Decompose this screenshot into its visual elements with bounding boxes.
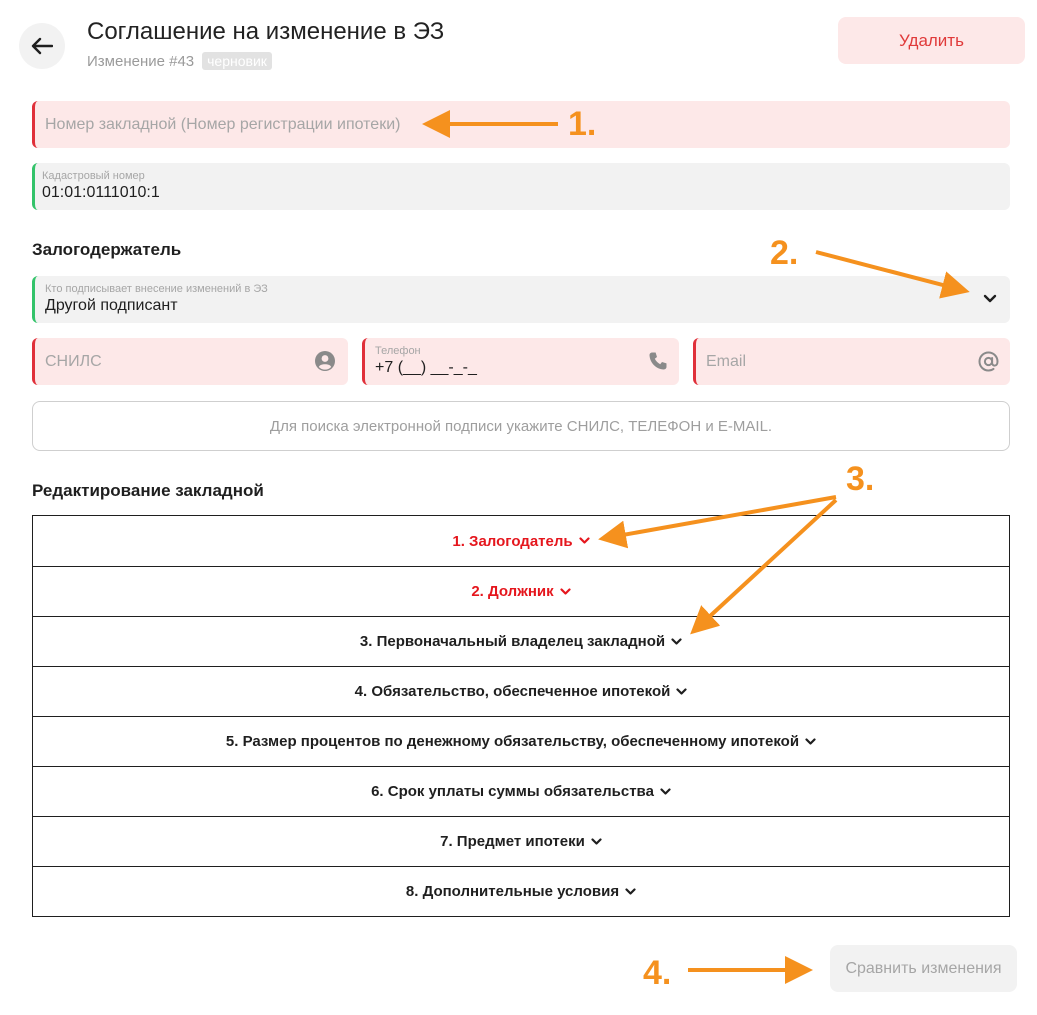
- section-label: 5. Размер процентов по денежному обязательству, обеспеченному ипотекой: [225, 733, 800, 750]
- chevron-down-icon[interactable]: [983, 294, 997, 304]
- phone-icon: [648, 351, 668, 371]
- email-placeholder: Email: [706, 352, 747, 370]
- section-obligation[interactable]: [33, 666, 1009, 716]
- phone-label: Телефон: [375, 345, 421, 357]
- back-arrow-icon: [31, 37, 53, 55]
- section-label: 3. Первоначальный владелец закладной: [359, 633, 666, 650]
- annotation-label-2: 2.: [770, 234, 799, 272]
- section-debtor[interactable]: [33, 566, 1009, 616]
- section-interest-rate[interactable]: [33, 716, 1009, 766]
- page-subtitle: [87, 52, 272, 70]
- change-number: Изменение #43: [87, 52, 195, 70]
- signer-value: Другой подписант: [45, 297, 178, 314]
- chevron-down-icon: [560, 588, 571, 596]
- mortgage-number-placeholder: Номер закладной (Номер регистрации ипотеки): [45, 115, 401, 133]
- cadastral-label: Кадастровый номер: [42, 170, 145, 182]
- at-sign-icon: [978, 351, 999, 372]
- chevron-down-icon: [660, 788, 671, 796]
- phone-value: +7 (__) __-_-_: [375, 359, 477, 376]
- status-badge: черновик: [202, 52, 272, 70]
- email-field[interactable]: [693, 338, 1010, 385]
- back-button[interactable]: [19, 23, 65, 69]
- section-pledgor[interactable]: [33, 516, 1009, 566]
- cadastral-value: 01:01:0111010:1: [42, 184, 160, 201]
- section-label: 7. Предмет ипотеки: [440, 833, 585, 850]
- signer-label: Кто подписывает внесение изменений в ЭЗ: [45, 283, 268, 295]
- signature-search-hint: Для поиска электронной подписи укажите СНИЛС, ТЕЛЕФОН и E-MAIL.: [32, 401, 1010, 451]
- chevron-down-icon: [591, 838, 602, 846]
- section-mortgage-subject[interactable]: [33, 816, 1009, 866]
- mortgage-number-field[interactable]: [32, 101, 1010, 148]
- chevron-down-icon: [805, 738, 816, 746]
- pledgee-heading: Залогодержатель: [32, 240, 182, 259]
- section-original-owner[interactable]: [33, 616, 1009, 666]
- delete-button[interactable]: Удалить: [838, 17, 1025, 64]
- mortgage-sections-accordion: [32, 515, 1010, 917]
- section-label: 8. Дополнительные условия: [405, 883, 620, 900]
- chevron-down-icon: [625, 888, 636, 896]
- section-label: 6. Срок уплаты суммы обязательства: [371, 783, 654, 800]
- signer-select[interactable]: [32, 276, 1010, 323]
- user-circle-icon: [315, 351, 335, 371]
- chevron-down-icon: [579, 537, 590, 545]
- section-label: 2. Должник: [471, 583, 554, 600]
- cadastral-number-field[interactable]: [32, 163, 1010, 210]
- annotation-label-3: 3.: [846, 460, 875, 498]
- chevron-down-icon: [671, 638, 682, 646]
- editing-heading: Редактирование закладной: [32, 481, 264, 500]
- phone-field[interactable]: [362, 338, 679, 385]
- annotation-label-4: 4.: [643, 954, 672, 992]
- section-additional-terms[interactable]: [33, 866, 1009, 916]
- section-label: 1. Залогодатель: [452, 532, 573, 550]
- chevron-down-icon: [676, 688, 687, 696]
- section-payment-term[interactable]: [33, 766, 1009, 816]
- snils-placeholder: СНИЛС: [45, 352, 102, 370]
- annotation-label-1: 1.: [568, 105, 597, 143]
- page-title: Соглашение на изменение в ЭЗ: [87, 18, 445, 45]
- section-label: 4. Обязательство, обеспеченное ипотекой: [354, 683, 671, 700]
- snils-field[interactable]: [32, 338, 348, 385]
- compare-changes-button[interactable]: Сравнить изменения: [830, 945, 1017, 992]
